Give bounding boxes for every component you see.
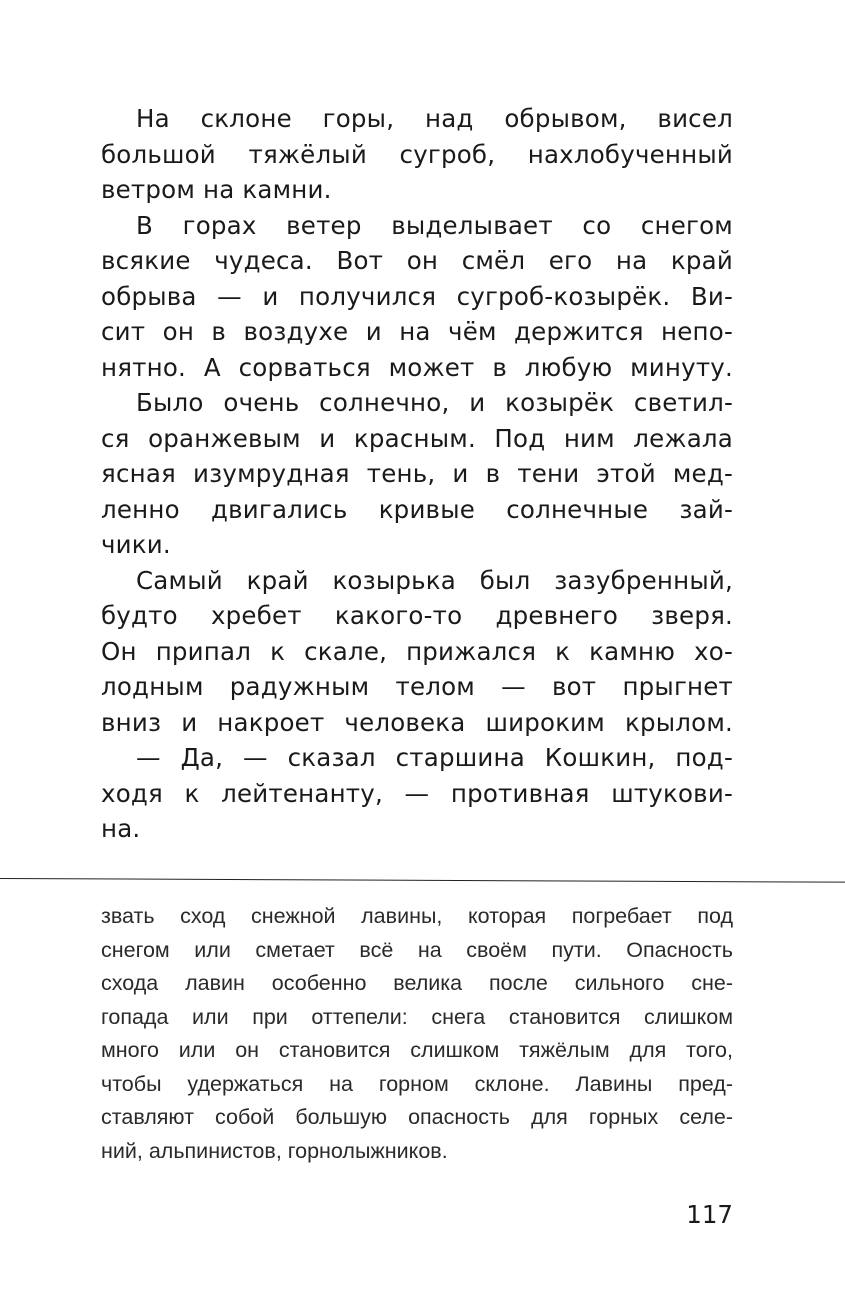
text-line: обрыва — и получился сугроб-козырёк. Ви- <box>101 281 733 311</box>
page-number: 117 <box>686 1200 733 1229</box>
footnote-line: схода лавин особенно велика после сильного сне- <box>101 971 733 995</box>
text-line: На склоне горы, над обрывом, висел <box>136 104 733 133</box>
footnote-line: звать сход снежной лавины, которая погребает под <box>101 904 733 928</box>
footnote-line: чтобы удержаться на горном склоне. Лавины пред- <box>101 1071 733 1096</box>
text-line: чики. <box>101 530 171 559</box>
text-line: ленно двигались кривые солнечные зай- <box>101 494 733 524</box>
text-line: нятно. А сорваться может в любую минуту. <box>101 352 733 382</box>
footnote-line: гопада или при оттепели: снега становится слишком <box>101 1004 733 1029</box>
text-line: на. <box>101 814 141 843</box>
text-line: будто хребет какого-то древнего зверя. <box>101 601 733 630</box>
footnote-line: ний, альпинистов, горнолыжников. <box>101 1138 448 1163</box>
text-line: — Да, — сказал старшина Кошкин, под- <box>136 743 733 772</box>
footnote <box>101 900 733 1168</box>
text-line: В горах ветер выделывает со снегом <box>136 210 733 240</box>
text-line: ся оранжевым и красным. Под ним лежала <box>101 423 733 453</box>
footnote-divider <box>0 878 845 883</box>
main-text <box>101 101 733 847</box>
footnote-line: ставляют собой большую опасность для горных селе- <box>101 1105 733 1129</box>
text-line: большой тяжёлый сугроб, нахлобученный <box>101 139 733 169</box>
text-line: ясная изумрудная тень, и в тени этой мед- <box>101 459 733 488</box>
text-line: сит он в воздухе и на чём держится непо- <box>101 317 733 346</box>
footnote-line: снегом или сметает всё на своём пути. Опасность <box>101 937 733 962</box>
text-line: Самый край козырька был зазубренный, <box>136 565 733 595</box>
text-line: всякие чудеса. Вот он смёл его на край <box>101 246 733 275</box>
text-line: Он припал к скале, прижался к камню хо- <box>101 636 733 666</box>
footnote-line: много или он становится слишком тяжёлым для того, <box>101 1038 733 1062</box>
text-line: лодным радужным телом — вот прыгнет <box>101 672 733 701</box>
text-line: ходя к лейтенанту, — противная штукови- <box>101 778 733 808</box>
text-line: Было очень солнечно, и козырёк светил- <box>136 388 733 417</box>
text-line: вниз и накроет человека широким крылом. <box>101 707 733 737</box>
text-line: ветром на камни. <box>101 175 332 204</box>
